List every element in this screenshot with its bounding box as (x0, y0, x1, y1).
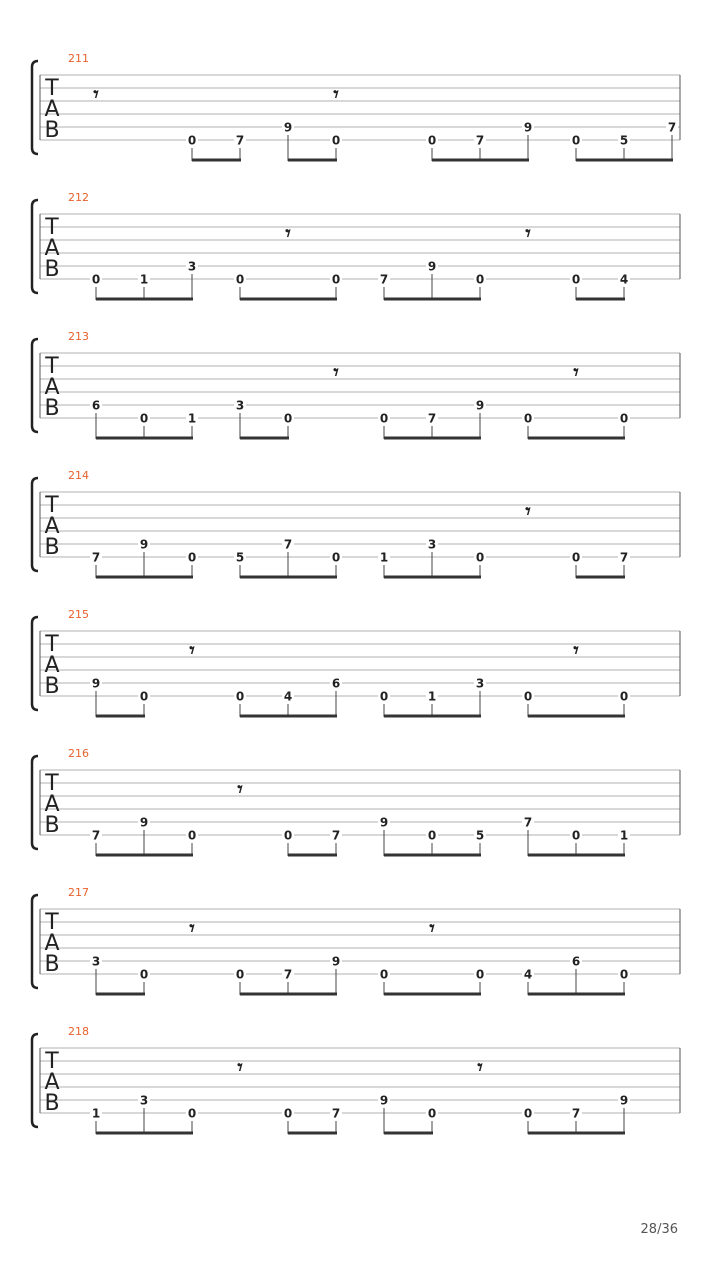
system-bracket (32, 200, 38, 293)
fret-number: 0 (283, 828, 293, 843)
eighth-rest: 𝄾 (525, 499, 531, 523)
fret-number: 0 (475, 272, 485, 287)
beam (384, 576, 481, 579)
fret-number: 7 (331, 828, 341, 843)
system-bracket (32, 1034, 38, 1127)
beam (576, 159, 673, 162)
fret-number: 4 (283, 689, 293, 704)
fret-number: 5 (619, 133, 629, 148)
fret-number: 0 (523, 1106, 533, 1121)
fret-number: 9 (619, 1093, 629, 1108)
fret-number: 0 (571, 133, 581, 148)
beam (384, 715, 481, 718)
eighth-rest: 𝄾 (477, 1055, 483, 1079)
fret-number: 0 (427, 133, 437, 148)
system-bracket (32, 756, 38, 849)
beam (528, 715, 625, 718)
eighth-rest: 𝄾 (189, 638, 195, 662)
fret-number: 9 (427, 259, 437, 274)
tab-clef-letter: B (44, 1091, 60, 1116)
fret-number: 9 (379, 815, 389, 830)
beam (528, 854, 625, 857)
fret-number: 0 (139, 967, 149, 982)
fret-number: 5 (235, 550, 245, 565)
fret-number: 7 (523, 815, 533, 830)
beam (384, 993, 481, 996)
fret-number: 0 (523, 411, 533, 426)
system-bracket (32, 61, 38, 154)
fret-number: 0 (139, 411, 149, 426)
fret-number: 7 (667, 120, 677, 135)
measure-number: 217 (68, 886, 89, 899)
tab-clef-letter: B (44, 118, 60, 143)
beam (384, 298, 481, 301)
fret-number: 1 (91, 1106, 101, 1121)
beam (288, 1132, 337, 1135)
fret-number: 7 (283, 537, 293, 552)
beam (288, 854, 337, 857)
beam (96, 576, 193, 579)
beam (432, 159, 529, 162)
fret-number: 7 (379, 272, 389, 287)
eighth-rest: 𝄾 (237, 1055, 243, 1079)
tab-clef-letter: A (44, 236, 60, 261)
tab-clef-letter: T (45, 493, 59, 518)
tab-clef-letter: A (44, 653, 60, 678)
fret-number: 9 (331, 954, 341, 969)
tab-clef-letter: B (44, 674, 60, 699)
measure-number: 212 (68, 191, 89, 204)
tab-clef-letter: T (45, 354, 59, 379)
beam (96, 993, 145, 996)
fret-number: 0 (235, 967, 245, 982)
fret-number: 0 (571, 828, 581, 843)
tab-clef-letter: B (44, 535, 60, 560)
fret-number: 0 (523, 689, 533, 704)
measure-number: 218 (68, 1025, 89, 1038)
fret-number: 0 (571, 550, 581, 565)
tab-clef-letter: T (45, 632, 59, 657)
fret-number: 9 (139, 537, 149, 552)
beam (240, 715, 337, 718)
tab-clef-letter: T (45, 910, 59, 935)
fret-number: 7 (427, 411, 437, 426)
fret-number: 0 (235, 272, 245, 287)
beam (96, 715, 145, 718)
tab-clef-letter: B (44, 396, 60, 421)
fret-number: 0 (139, 689, 149, 704)
beam (384, 854, 481, 857)
beam (576, 298, 625, 301)
fret-number: 4 (523, 967, 533, 982)
beam (192, 159, 241, 162)
beam (528, 993, 625, 996)
measure-number: 213 (68, 330, 89, 343)
system-bracket (32, 617, 38, 710)
fret-number: 9 (523, 120, 533, 135)
eighth-rest: 𝄾 (93, 82, 99, 106)
system-bracket (32, 478, 38, 571)
tab-clef-letter: A (44, 792, 60, 817)
fret-number: 9 (283, 120, 293, 135)
fret-number: 0 (571, 272, 581, 287)
fret-number: 0 (619, 411, 629, 426)
fret-number: 0 (427, 1106, 437, 1121)
fret-number: 3 (187, 259, 197, 274)
beam (384, 437, 481, 440)
fret-number: 0 (331, 133, 341, 148)
beam (240, 576, 337, 579)
tab-clef-letter: B (44, 813, 60, 838)
eighth-rest: 𝄾 (237, 777, 243, 801)
measure-number: 211 (68, 52, 89, 65)
fret-number: 3 (139, 1093, 149, 1108)
eighth-rest: 𝄾 (333, 360, 339, 384)
fret-number: 7 (91, 828, 101, 843)
tab-clef-letter: B (44, 257, 60, 282)
tab-system (32, 608, 680, 718)
eighth-rest: 𝄾 (189, 916, 195, 940)
tab-system (32, 1025, 680, 1135)
fret-number: 0 (235, 689, 245, 704)
fret-number: 9 (475, 398, 485, 413)
fret-number: 7 (619, 550, 629, 565)
tab-system (32, 330, 680, 440)
fret-number: 1 (427, 689, 437, 704)
system-bracket (32, 895, 38, 988)
beam (384, 1132, 433, 1135)
tab-clef-letter: T (45, 1049, 59, 1074)
fret-number: 9 (91, 676, 101, 691)
fret-number: 6 (91, 398, 101, 413)
fret-number: 0 (331, 550, 341, 565)
beam (576, 576, 625, 579)
measure-number: 215 (68, 608, 89, 621)
page-number: 28/36 (640, 1222, 678, 1237)
beam (240, 437, 289, 440)
fret-number: 3 (475, 676, 485, 691)
fret-number: 4 (619, 272, 629, 287)
fret-number: 7 (283, 967, 293, 982)
tab-clef-letter: A (44, 514, 60, 539)
fret-number: 3 (235, 398, 245, 413)
beam (240, 298, 337, 301)
fret-number: 6 (331, 676, 341, 691)
beam (528, 1132, 625, 1135)
fret-number: 0 (475, 550, 485, 565)
beam (96, 437, 193, 440)
fret-number: 3 (91, 954, 101, 969)
tab-clef-letter: A (44, 97, 60, 122)
fret-number: 7 (571, 1106, 581, 1121)
fret-number: 6 (571, 954, 581, 969)
fret-number: 5 (475, 828, 485, 843)
tab-clef-letter: A (44, 1070, 60, 1095)
beam (528, 437, 625, 440)
eighth-rest: 𝄾 (525, 221, 531, 245)
fret-number: 0 (283, 1106, 293, 1121)
fret-number: 9 (379, 1093, 389, 1108)
fret-number: 7 (475, 133, 485, 148)
tab-system (32, 52, 680, 162)
fret-number: 0 (379, 411, 389, 426)
fret-number: 0 (187, 1106, 197, 1121)
fret-number: 0 (187, 133, 197, 148)
fret-number: 0 (187, 828, 197, 843)
tab-system (32, 886, 680, 996)
beam (288, 159, 337, 162)
measure-number: 214 (68, 469, 89, 482)
fret-number: 7 (91, 550, 101, 565)
beam (96, 298, 193, 301)
tab-system (32, 191, 680, 301)
tab-clef-letter: T (45, 215, 59, 240)
beam (96, 854, 193, 857)
fret-number: 1 (187, 411, 197, 426)
tab-clef-letter: T (45, 76, 59, 101)
eighth-rest: 𝄾 (285, 221, 291, 245)
fret-number: 9 (139, 815, 149, 830)
fret-number: 0 (91, 272, 101, 287)
beam (96, 1132, 193, 1135)
fret-number: 0 (427, 828, 437, 843)
system-bracket (32, 339, 38, 432)
fret-number: 0 (379, 967, 389, 982)
measure-number: 216 (68, 747, 89, 760)
fret-number: 0 (187, 550, 197, 565)
fret-number: 0 (619, 967, 629, 982)
tab-clef-letter: T (45, 771, 59, 796)
fret-number: 0 (283, 411, 293, 426)
fret-number: 7 (331, 1106, 341, 1121)
eighth-rest: 𝄾 (573, 638, 579, 662)
fret-number: 1 (619, 828, 629, 843)
eighth-rest: 𝄾 (333, 82, 339, 106)
tab-clef-letter: B (44, 952, 60, 977)
beam (240, 993, 337, 996)
fret-number: 0 (619, 689, 629, 704)
fret-number: 7 (235, 133, 245, 148)
tab-system (32, 747, 680, 857)
eighth-rest: 𝄾 (429, 916, 435, 940)
tab-clef-letter: A (44, 931, 60, 956)
fret-number: 3 (427, 537, 437, 552)
fret-number: 1 (139, 272, 149, 287)
fret-number: 0 (475, 967, 485, 982)
tab-clef-letter: A (44, 375, 60, 400)
eighth-rest: 𝄾 (573, 360, 579, 384)
fret-number: 0 (331, 272, 341, 287)
tab-system (32, 469, 680, 579)
fret-number: 0 (379, 689, 389, 704)
fret-number: 1 (379, 550, 389, 565)
